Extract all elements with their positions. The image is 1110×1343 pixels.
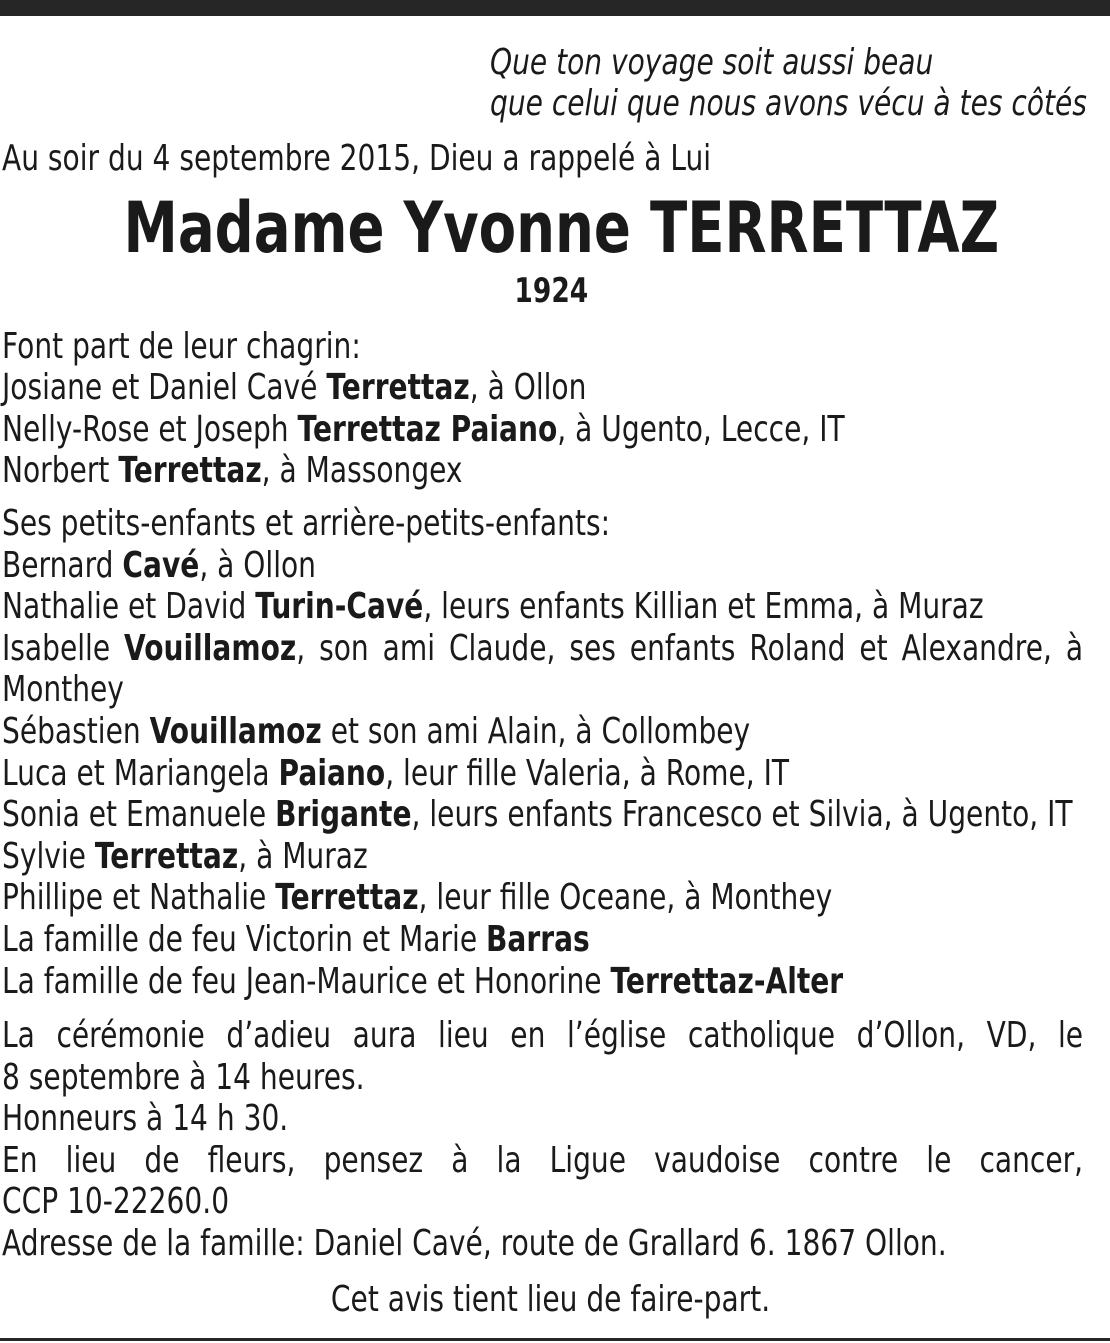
top-rule — [0, 0, 1110, 16]
grandchildren-entry: Bernard Cavé, à Ollon — [2, 544, 316, 586]
family-name: Barras — [486, 918, 590, 960]
honours-line: Honneurs à 14 h 30. — [2, 1098, 289, 1139]
children-entry: Nelly-Rose et Joseph Terrettaz Paiano, à Ugento, Lecce, IT — [2, 408, 845, 450]
deceased-year — [0, 271, 1102, 311]
family-name: Turin-Cavé — [255, 586, 424, 628]
grandchildren-entry-continuation: Monthey — [2, 669, 124, 711]
grandchildren-entry: Luca et Mariangela Paiano, leur fille Valeria, à Rome, IT — [2, 752, 790, 794]
ceremony-line: 8 septembre à 14 heures. — [2, 1056, 365, 1098]
grandchildren-entry: Isabelle Vouillamoz, son ami Claude, ses enfants Roland et Alexandre, à — [2, 627, 1084, 669]
family-name: Vouillamoz — [149, 710, 322, 752]
grandchildren-entry: Sylvie Terrettaz, à Muraz — [2, 835, 368, 877]
family-name: Cavé — [122, 544, 200, 586]
deceased-name-text: Madame Yvonne TERRETTAZ — [123, 187, 1000, 269]
grandchildren-entry: Nathalie et David Turin-Cavé, leurs enfants Killian et Emma, à Muraz — [2, 586, 984, 628]
deceased-name — [0, 188, 1110, 268]
children-entry: Norbert Terrettaz, à Massongex — [2, 449, 463, 491]
family-name: Terrettaz Paiano — [297, 408, 558, 450]
closing-note — [0, 1280, 1102, 1320]
flowers-line: CCP 10-22260.0 — [2, 1181, 230, 1222]
epigraph-line: que celui que nous avons vécu à tes côtés — [490, 83, 1087, 124]
closing-text: Cet avis tient lieu de faire-part. — [331, 1279, 771, 1320]
grandchildren-heading: Ses petits-enfants et arrière-petits-enfants: — [2, 503, 611, 544]
family-name: Terrettaz — [94, 835, 239, 877]
children-entry: Josiane et Daniel Cavé Terrettaz, à Ollon — [2, 367, 587, 409]
intro-line: Au soir du 4 septembre 2015, Dieu a rappelé à Lui — [2, 138, 712, 179]
grandchildren-entry: La famille de feu Jean-Maurice et Honorine Terrettaz-Alter — [2, 960, 844, 1002]
deceased-year-text: 1924 — [514, 271, 588, 311]
ceremony-line: La cérémonie d’adieu aura lieu en l’église catholique d’Ollon, VD, le — [2, 1015, 1084, 1056]
grandchildren-entry: Sonia et Emanuele Brigante, leurs enfants Francesco et Silvia, à Ugento, IT — [2, 794, 1073, 836]
epigraph — [490, 42, 1110, 124]
family-address: Adresse de la famille: Daniel Cavé, route de Grallard 6. 1867 Ollon. — [2, 1222, 947, 1264]
family-name: Terrettaz-Alter — [610, 960, 844, 1002]
intro-text — [2, 139, 911, 179]
children-section — [2, 326, 1083, 491]
family-name: Terrettaz — [275, 877, 419, 919]
grandchildren-entry: Sébastien Vouillamoz et son ami Alain, à Collombey — [2, 710, 751, 752]
family-name: Terrettaz — [118, 449, 262, 491]
children-heading: Font part de leur chagrin: — [2, 326, 361, 367]
bottom-rule — [0, 1338, 1110, 1341]
flowers-line: En lieu de fleurs, pensez à la Ligue vaudoise contre le cancer, — [2, 1139, 1084, 1181]
ceremony-section — [2, 1015, 1083, 1264]
family-name: Vouillamoz — [124, 627, 297, 669]
grandchildren-entry: La famille de feu Victorin et Marie Barras — [2, 918, 590, 960]
grandchildren-section — [2, 503, 1083, 1002]
family-name: Brigante — [275, 794, 412, 836]
family-name: Paiano — [278, 752, 386, 794]
grandchildren-entry: Phillipe et Nathalie Terrettaz, leur fille Oceane, à Monthey — [2, 877, 833, 919]
family-name: Terrettaz — [326, 367, 470, 409]
epigraph-line: Que ton voyage soit aussi beau — [490, 42, 934, 83]
